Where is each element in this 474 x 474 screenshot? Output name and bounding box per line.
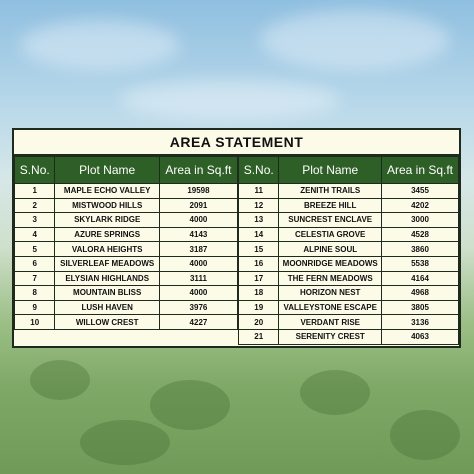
cell-plot-name: ELYSIAN HIGHLANDS bbox=[55, 271, 159, 286]
cell-area: 3860 bbox=[382, 242, 459, 257]
table-row bbox=[15, 315, 238, 330]
table-row bbox=[15, 242, 238, 257]
cell-plot-name: BREEZE HILL bbox=[279, 198, 382, 213]
cell-sno: 10 bbox=[15, 315, 55, 330]
cell-sno: 7 bbox=[15, 271, 55, 286]
header-sno: S.No. bbox=[15, 157, 55, 184]
cell-plot-name: ZENITH TRAILS bbox=[279, 184, 382, 199]
cell-plot-name: SUNCREST ENCLAVE bbox=[279, 213, 382, 228]
header-area: Area in Sq.ft bbox=[382, 157, 459, 184]
cell-area: 4063 bbox=[382, 329, 459, 344]
cell-plot-name: VALORA HEIGHTS bbox=[55, 242, 159, 257]
tree-cluster bbox=[80, 420, 170, 465]
cell-area: 5538 bbox=[382, 256, 459, 271]
cell-plot-name: MOONRIDGE MEADOWS bbox=[279, 256, 382, 271]
cell-sno: 11 bbox=[239, 184, 279, 199]
table-row bbox=[239, 271, 459, 286]
cell-area: 4202 bbox=[382, 198, 459, 213]
cell-sno: 13 bbox=[239, 213, 279, 228]
tree-cluster bbox=[300, 370, 370, 415]
table-row bbox=[15, 198, 238, 213]
table-row bbox=[239, 329, 459, 344]
cell-plot-name: MISTWOOD HILLS bbox=[55, 198, 159, 213]
cell-area: 4528 bbox=[382, 227, 459, 242]
cell-sno: 2 bbox=[15, 198, 55, 213]
cloud bbox=[20, 20, 180, 70]
cell-area: 2091 bbox=[159, 198, 237, 213]
tree-cluster bbox=[150, 380, 230, 430]
cell-area: 3455 bbox=[382, 184, 459, 199]
cell-plot-name: SKYLARK RIDGE bbox=[55, 213, 159, 228]
table-row bbox=[239, 242, 459, 257]
header-plot-name: Plot Name bbox=[55, 157, 159, 184]
cell-area: 3111 bbox=[159, 271, 237, 286]
table-header-row bbox=[239, 157, 459, 184]
table-row bbox=[239, 198, 459, 213]
cell-plot-name: HORIZON NEST bbox=[279, 286, 382, 301]
cell-sno: 17 bbox=[239, 271, 279, 286]
cell-plot-name: VERDANT RISE bbox=[279, 315, 382, 330]
cell-plot-name: SILVERLEAF MEADOWS bbox=[55, 256, 159, 271]
cell-area: 3136 bbox=[382, 315, 459, 330]
area-statement-panel bbox=[12, 128, 461, 348]
cell-plot-name: ALPINE SOUL bbox=[279, 242, 382, 257]
table-row bbox=[239, 227, 459, 242]
cloud bbox=[260, 10, 450, 70]
cloud bbox=[120, 80, 340, 120]
cell-sno: 9 bbox=[15, 300, 55, 315]
cell-plot-name: LUSH HAVEN bbox=[55, 300, 159, 315]
plots-table-right-body bbox=[239, 184, 459, 345]
plots-table-right bbox=[238, 156, 459, 345]
header-plot-name: Plot Name bbox=[279, 157, 382, 184]
table-header-row bbox=[15, 157, 238, 184]
cell-plot-name: SERENITY CREST bbox=[279, 329, 382, 344]
cell-sno: 12 bbox=[239, 198, 279, 213]
table-row bbox=[239, 286, 459, 301]
cell-area: 4000 bbox=[159, 213, 237, 228]
cell-sno: 3 bbox=[15, 213, 55, 228]
cell-sno: 1 bbox=[15, 184, 55, 199]
cell-plot-name: WILLOW CREST bbox=[55, 315, 159, 330]
cell-area: 4143 bbox=[159, 227, 237, 242]
table-row bbox=[15, 256, 238, 271]
cell-area: 4000 bbox=[159, 286, 237, 301]
cell-sno: 5 bbox=[15, 242, 55, 257]
cell-sno: 6 bbox=[15, 256, 55, 271]
table-row bbox=[15, 271, 238, 286]
cell-area: 19598 bbox=[159, 184, 237, 199]
header-sno: S.No. bbox=[239, 157, 279, 184]
cell-sno: 19 bbox=[239, 300, 279, 315]
cell-sno: 18 bbox=[239, 286, 279, 301]
table-row bbox=[15, 227, 238, 242]
table-row bbox=[15, 213, 238, 228]
cell-sno: 14 bbox=[239, 227, 279, 242]
table-row bbox=[15, 300, 238, 315]
cell-sno: 20 bbox=[239, 315, 279, 330]
cell-area: 4164 bbox=[382, 271, 459, 286]
cell-sno: 21 bbox=[239, 329, 279, 344]
cell-sno: 16 bbox=[239, 256, 279, 271]
area-statement-tables bbox=[14, 156, 459, 346]
table-row bbox=[239, 315, 459, 330]
cell-area: 3976 bbox=[159, 300, 237, 315]
table-row bbox=[239, 300, 459, 315]
cell-plot-name: AZURE SPRINGS bbox=[55, 227, 159, 242]
tree-cluster bbox=[30, 360, 90, 400]
cell-plot-name: MAPLE ECHO VALLEY bbox=[55, 184, 159, 199]
cell-plot-name: THE FERN MEADOWS bbox=[279, 271, 382, 286]
cell-area: 3000 bbox=[382, 213, 459, 228]
cell-area: 4227 bbox=[159, 315, 237, 330]
table-row bbox=[239, 256, 459, 271]
cell-sno: 15 bbox=[239, 242, 279, 257]
cell-sno: 4 bbox=[15, 227, 55, 242]
cell-plot-name: CELESTIA GROVE bbox=[279, 227, 382, 242]
cell-area: 4968 bbox=[382, 286, 459, 301]
plots-table-left bbox=[14, 156, 238, 330]
cell-area: 3805 bbox=[382, 300, 459, 315]
cell-plot-name: VALLEYSTONE ESCAPE bbox=[279, 300, 382, 315]
cell-area: 3187 bbox=[159, 242, 237, 257]
area-statement-title: AREA STATEMENT bbox=[14, 130, 459, 156]
table-row bbox=[239, 213, 459, 228]
cell-area: 4000 bbox=[159, 256, 237, 271]
table-row bbox=[15, 184, 238, 199]
cell-plot-name: MOUNTAIN BLISS bbox=[55, 286, 159, 301]
cell-sno: 8 bbox=[15, 286, 55, 301]
tree-cluster bbox=[390, 410, 460, 460]
table-row bbox=[239, 184, 459, 199]
header-area: Area in Sq.ft bbox=[159, 157, 237, 184]
table-row bbox=[15, 286, 238, 301]
plots-table-left-body bbox=[15, 184, 238, 330]
